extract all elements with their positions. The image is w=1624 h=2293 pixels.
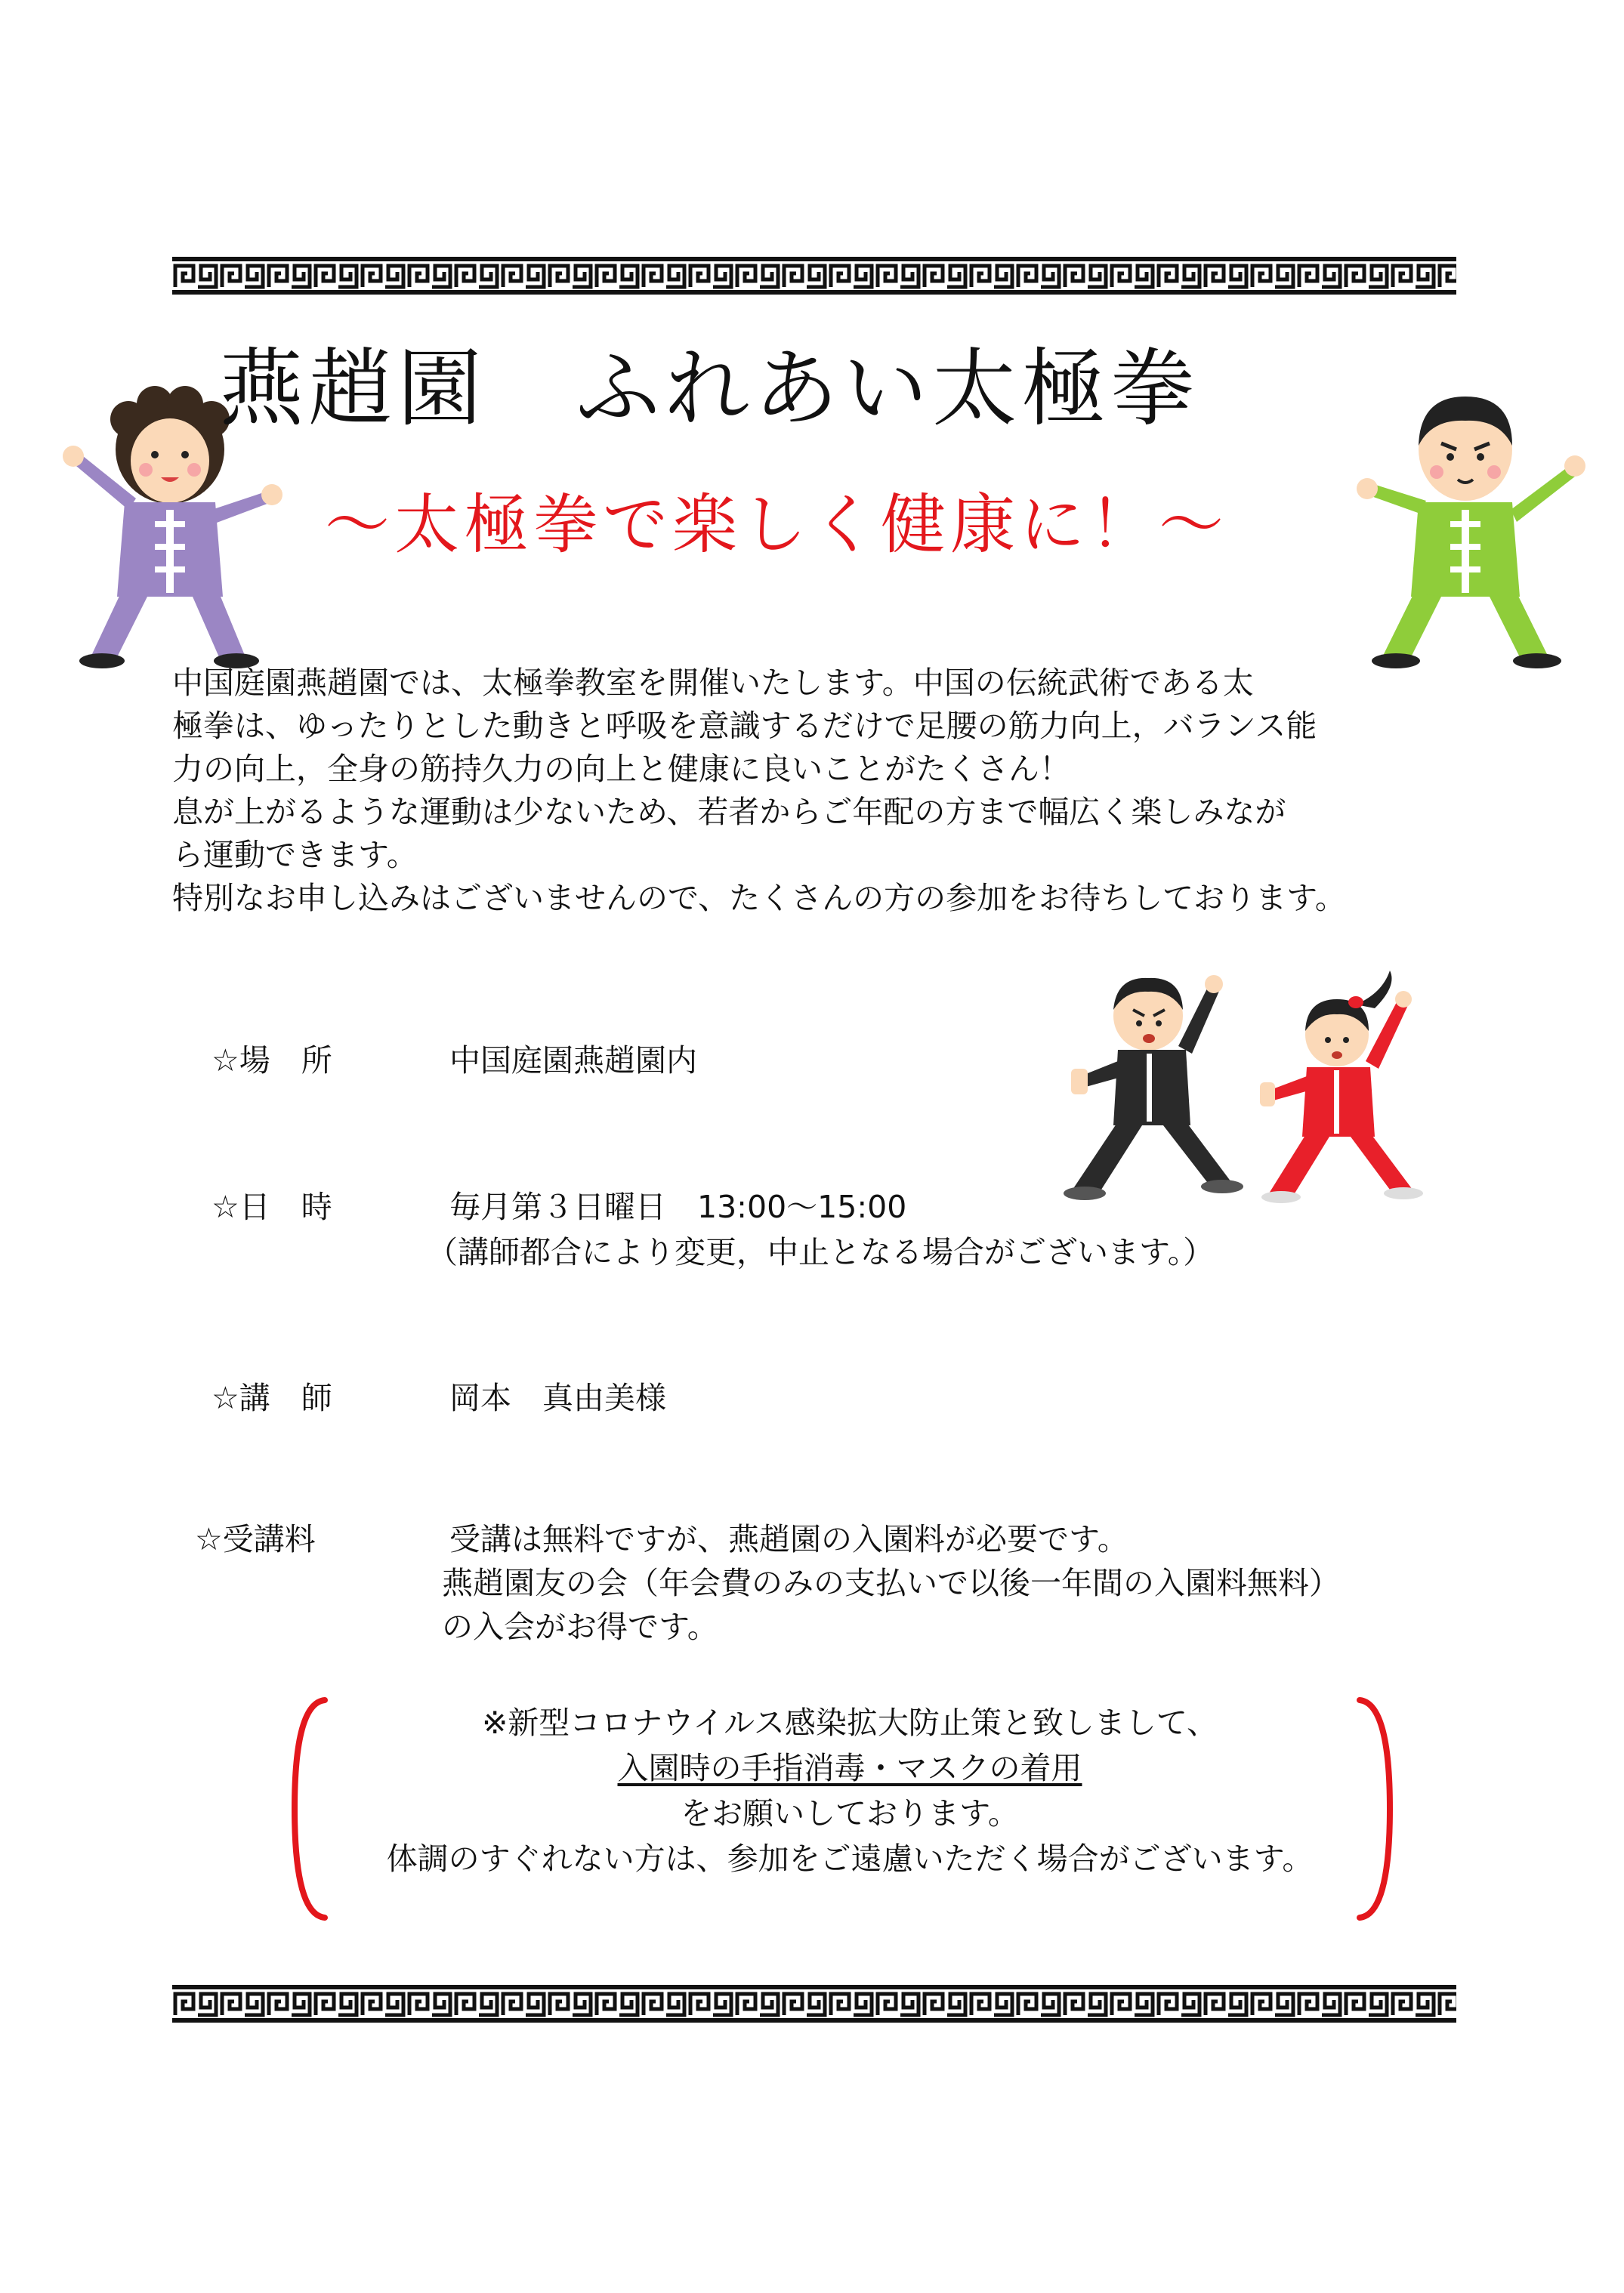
intro-line: ら運動できます。 xyxy=(172,837,418,873)
notice-line: をお願いしております。 xyxy=(681,1795,1019,1832)
bottom-border-decoration xyxy=(172,1985,1456,2023)
fee-line: 受講は無料ですが、燕趙園の入園料が必要です。 xyxy=(449,1521,1128,1557)
intro-line: 特別なお申し込みはございませんので、たくさんの方の参加をお待ちしております。 xyxy=(172,880,1346,916)
place-value: 中国庭園燕趙園内 xyxy=(449,1042,697,1079)
fee-line: の入会がお得です。 xyxy=(442,1609,718,1645)
place-label: ☆場 所 xyxy=(211,1042,332,1079)
instructor-value: 岡本 真由美様 xyxy=(449,1380,666,1416)
notice-line: ※新型コロナウイルス感染拡大防止策と致しまして、 xyxy=(481,1705,1218,1741)
datetime-note: （講師都合により変更，中止となる場合がございます。） xyxy=(427,1234,1215,1270)
intro-paragraph xyxy=(172,662,1471,920)
notice-emphasis: 入園時の手指消毒・マスクの着用 xyxy=(617,1750,1082,1786)
page-subtitle: ～太極拳で楽しく健康に！～ xyxy=(325,487,1228,563)
fee-line: 燕趙園友の会（年会費のみの支払いで以後一年間の入園料無料） xyxy=(442,1565,1340,1601)
intro-line: 息が上がるような運動は少ないため、若者からご年配の方まで幅広く楽しみなが xyxy=(172,794,1286,830)
intro-line: 力の向上，全身の筋持久力の向上と健康に良いことがたくさん！ xyxy=(172,751,1070,787)
kung-fu-pair-icon xyxy=(1057,963,1435,1212)
notice-line: 体調のすぐれない方は、参加をご遠慮いただく場合がございます。 xyxy=(386,1841,1314,1877)
intro-line: 極拳は、ゆったりとした動きと呼吸を意識するだけで足腰の筋力向上，バランス能 xyxy=(172,708,1317,744)
datetime-value: 毎月第３日曜日 13:00～15:00 xyxy=(449,1189,907,1225)
datetime-label: ☆日 時 xyxy=(211,1189,332,1225)
intro-line: 中国庭園燕趙園では、太極拳教室を開催いたします。中国の伝統武術である太 xyxy=(172,665,1254,701)
instructor-label: ☆講 師 xyxy=(211,1380,332,1416)
fee-label: ☆受講料 xyxy=(195,1521,316,1557)
top-border-decoration xyxy=(172,257,1456,295)
page-title: 燕趙園 ふれあい太極拳 xyxy=(219,340,1199,438)
notice-line-underlined xyxy=(302,1747,1397,1790)
